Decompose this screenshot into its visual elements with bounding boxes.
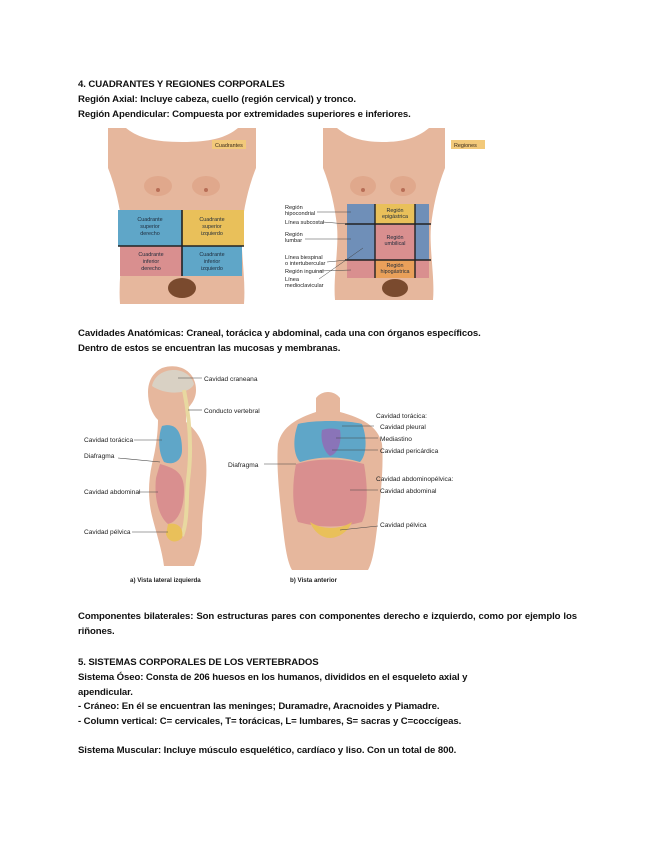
nipple-left-2 bbox=[361, 188, 365, 192]
q-rs-label-2: superior bbox=[140, 224, 160, 230]
lbl-cavidad-pericardica: Cavidad pericárdica bbox=[380, 448, 439, 455]
quadrants-figure bbox=[108, 128, 256, 304]
breast-left-2 bbox=[350, 176, 376, 196]
region-lumbar-r bbox=[347, 224, 375, 260]
bilateral-text: Componentes bilaterales: Son estructuras pares con componentes derecho e izquierdo, como por ejemplo los riñones. bbox=[78, 611, 577, 637]
q-ls-label-2: superior bbox=[202, 224, 222, 230]
pubic-area bbox=[168, 278, 196, 298]
q-li-label-1: Cuadrante bbox=[199, 252, 225, 258]
nipple-right bbox=[204, 188, 208, 192]
section-heading-5: 5. SISTEMAS CORPORALES DE LOS VERTEBRADOS bbox=[78, 657, 319, 668]
lbl-lumbar-1: Región bbox=[285, 232, 303, 238]
axial-region-text: Región Axial: Incluye cabeza, cuello (región cervical) y tronco. bbox=[78, 94, 356, 105]
q-rs-label-1: Cuadrante bbox=[137, 217, 163, 223]
anterior-abdominal-cavity bbox=[293, 460, 367, 527]
nipple-left bbox=[156, 188, 160, 192]
pubic-area-2 bbox=[382, 279, 408, 297]
lbl-diafragma-lat: Diafragma bbox=[84, 453, 115, 460]
quadrants-tag: Cuadrantes bbox=[215, 143, 243, 149]
lbl-cavidad-pelvica-lat: Cavidad pélvica bbox=[84, 529, 131, 536]
region-lumbar-l bbox=[415, 224, 429, 260]
region-inguinal-l bbox=[415, 260, 429, 278]
lbl-cavidad-pleural: Cavidad pleural bbox=[380, 424, 426, 431]
lbl-cavidad-pelvica-ant: Cavidad pélvica bbox=[380, 522, 427, 529]
lbl-biespinal-2: o intertubercular bbox=[285, 261, 326, 267]
region-inguinal-r bbox=[347, 260, 375, 278]
lbl-inguinal: Región inguinal bbox=[285, 269, 324, 275]
lbl-lumbar-2: lumbar bbox=[285, 238, 303, 244]
cavities-figure bbox=[78, 360, 456, 588]
region-hypogastric-label-2: hipogástrica bbox=[380, 269, 410, 275]
lbl-mediastino: Mediastino bbox=[380, 436, 412, 443]
regions-tag: Regiones bbox=[454, 143, 477, 149]
skull-text: - Cráneo: En él se encuentran las meninges; Duramadre, Aracnoides y Piamadre. bbox=[78, 701, 440, 712]
lbl-cavidad-toracica-lat: Cavidad torácica bbox=[84, 437, 134, 444]
vertebral-column-text: - Column vertical: C= cervicales, T= torácicas, L= lumbares, S= sacras y C=coccígeas. bbox=[78, 716, 462, 727]
lbl-medioclavicular-1: Línea bbox=[285, 277, 299, 283]
section-heading-4: 4. CUADRANTES Y REGIONES CORPORALES bbox=[78, 79, 285, 90]
q-ri-label-3: derecho bbox=[141, 266, 161, 272]
lbl-diafragma-ant: Diafragma bbox=[228, 462, 259, 469]
breast-left bbox=[144, 176, 172, 196]
q-ri-label-1: Cuadrante bbox=[138, 252, 164, 258]
breast-right bbox=[192, 176, 220, 196]
q-li-label-2: inferior bbox=[203, 259, 221, 265]
q-li-label-3: izquierdo bbox=[201, 266, 223, 272]
lbl-conducto-vertebral: Conducto vertebral bbox=[204, 408, 260, 415]
cavities-text-2: Dentro de estos se encuentran las mucosas y membranas. bbox=[78, 343, 341, 354]
region-umbilical-label-2: umbilical bbox=[384, 241, 406, 247]
region-epigastric-label-1: Región bbox=[386, 208, 404, 214]
lbl-biespinal-1: Línea biespinal bbox=[285, 255, 323, 261]
lbl-cavidad-abdominopelvica-head: Cavidad abdominopélvica: bbox=[376, 476, 454, 483]
lbl-subcostal: Línea subcostal bbox=[285, 220, 325, 226]
region-hypochondriac-l bbox=[415, 204, 429, 224]
muscular-system-text: Sistema Muscular: Incluye músculo esquelético, cardíaco y liso. Con un total de 800. bbox=[78, 745, 457, 756]
regions-figure bbox=[285, 128, 490, 300]
nipple-right-2 bbox=[401, 188, 405, 192]
region-hypogastric-label-1: Región bbox=[386, 263, 404, 269]
appendicular-region-text: Región Apendicular: Compuesta por extremidades superiores e inferiores. bbox=[78, 109, 411, 120]
q-ri-label-2: inferior bbox=[142, 259, 160, 265]
lbl-hipocondrial-1: Región bbox=[285, 205, 303, 211]
cavities-text-1: Cavidades Anatómicas: Craneal, torácica y abdominal, cada una con órganos específicos. bbox=[78, 328, 481, 339]
lbl-medioclavicular-2: medioclavicular bbox=[285, 283, 324, 289]
region-umbilical-label-1: Región bbox=[386, 235, 404, 241]
lbl-hipocondrial-2: hipocondrial bbox=[285, 211, 316, 217]
lbl-cavidad-abdominal-lat: Cavidad abdominal bbox=[84, 489, 141, 496]
skeletal-system-text-2: apendicular. bbox=[78, 687, 133, 698]
lbl-cavidad-abdominal-ant: Cavidad abdominal bbox=[380, 488, 437, 495]
region-hypochondriac-r bbox=[347, 204, 375, 224]
q-ls-label-3: izquierdo bbox=[201, 231, 223, 237]
q-ls-label-1: Cuadrante bbox=[199, 217, 225, 223]
region-epigastric-label-2: epigástrica bbox=[381, 214, 409, 220]
q-rs-label-3: derecho bbox=[140, 231, 160, 237]
caption-anterior: b) Vista anterior bbox=[290, 577, 337, 584]
lbl-cavidad-toracica-head: Cavidad torácica: bbox=[376, 413, 427, 420]
lbl-cavidad-craneana: Cavidad craneana bbox=[204, 376, 258, 383]
breast-right-2 bbox=[390, 176, 416, 196]
caption-lateral: a) Vista lateral izquierda bbox=[130, 577, 201, 584]
skeletal-system-text: Sistema Óseo: Consta de 206 huesos en los humanos, divididos en el esqueleto axial y bbox=[78, 672, 468, 683]
